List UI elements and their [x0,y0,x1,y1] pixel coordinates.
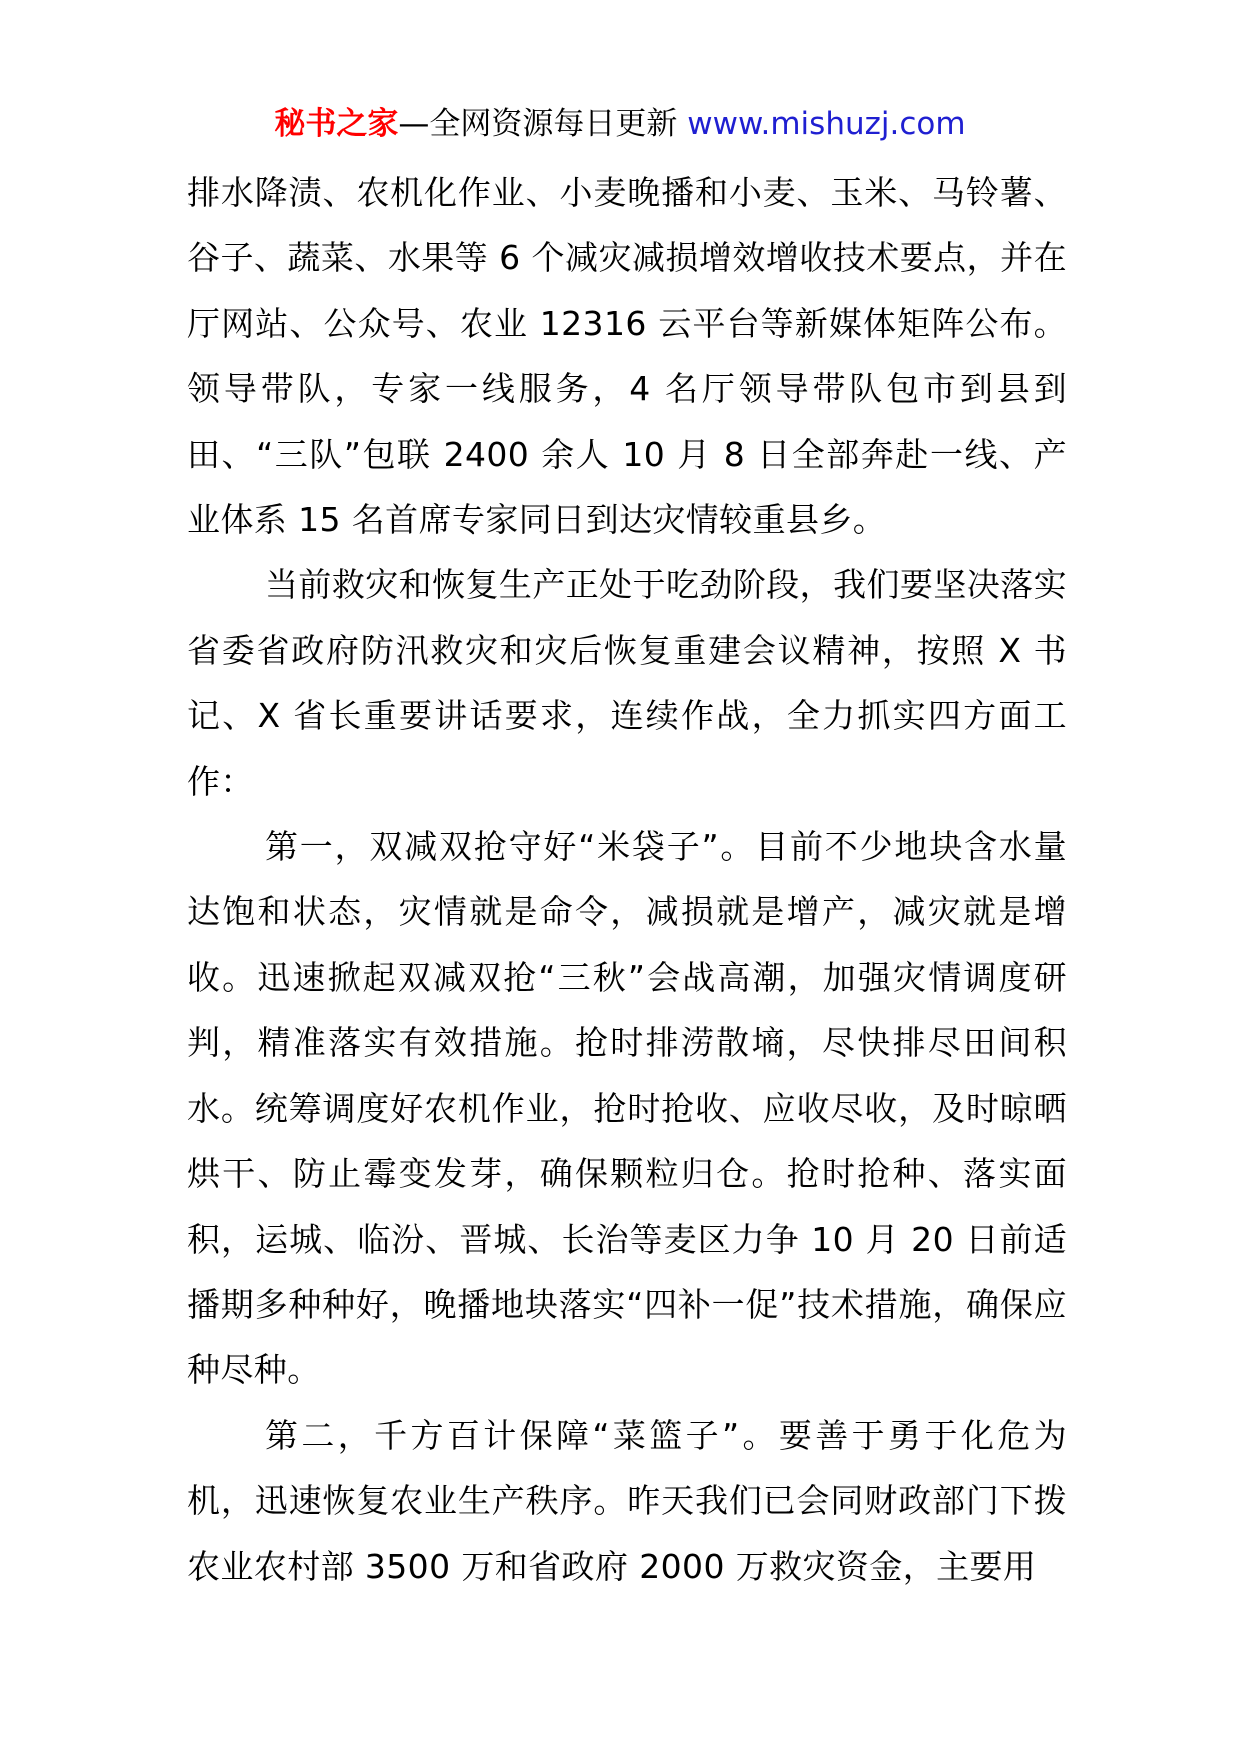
paragraph-intro: 当前救灾和恢复生产正处于吃劲阶段，我们要坚决落实省委省政府防汛救灾和灾后恢复重建会议精神，按照 X 书记、X 省长重要讲话要求，连续作战，全力抓实四方面工作： [187,565,1067,801]
document-body [187,160,1067,1599]
paragraph-first-point: 第一，双减双抢守好“米袋子”。目前不少地块含水量达饱和状态，灾情就是命令，减损就是增产，减灾就是增收。迅速掀起双减双抢“三秋”会战高潮，加强灾情调度研判，精准落实有效措施。抢时排涝散墒，尽快排尽田间积水。统筹调度好农机作业，抢时抢收、应收尽收，及时晾晒烘干、防止霉变发芽，确保颗粒归仓。抢时抢种、落实面积，运城、临汾、晋城、长治等麦区力争 10 月 20 日前适播期多种种好，晚播地块落实“四补一促”技术措施，确保应种尽种。 [187,827,1067,1390]
header-tagline: —全网资源每日更新 [398,106,678,142]
site-header [0,104,1240,144]
site-url-link[interactable]: www.mishuzj.com [687,106,966,142]
paragraph-second-point: 第二，千方百计保障“菜篮子”。要善于勇于化危为机，迅速恢复农业生产秩序。昨天我们已会同财政部门下拨农业农村部 3500 万和省政府 2000 万救灾资金，主要用 [187,1415,1067,1586]
paragraph-continuation: 排水降渍、农机化作业、小麦晚播和小麦、玉米、马铃薯、谷子、蔬菜、水果等 6 个减灾减损增效增收技术要点，并在厅网站、公众号、农业 12316 云平台等新媒体矩阵公布。领导带队，专家一线服务，4 名厅领导带队包市到县到田、“三队”包联 2400 余人 10 月 8 日全部奔赴一线、产业体系 15 名首席专家同日到达灾情较重县乡。 [187,173,1067,540]
brand-name: 秘书之家 [274,106,399,142]
